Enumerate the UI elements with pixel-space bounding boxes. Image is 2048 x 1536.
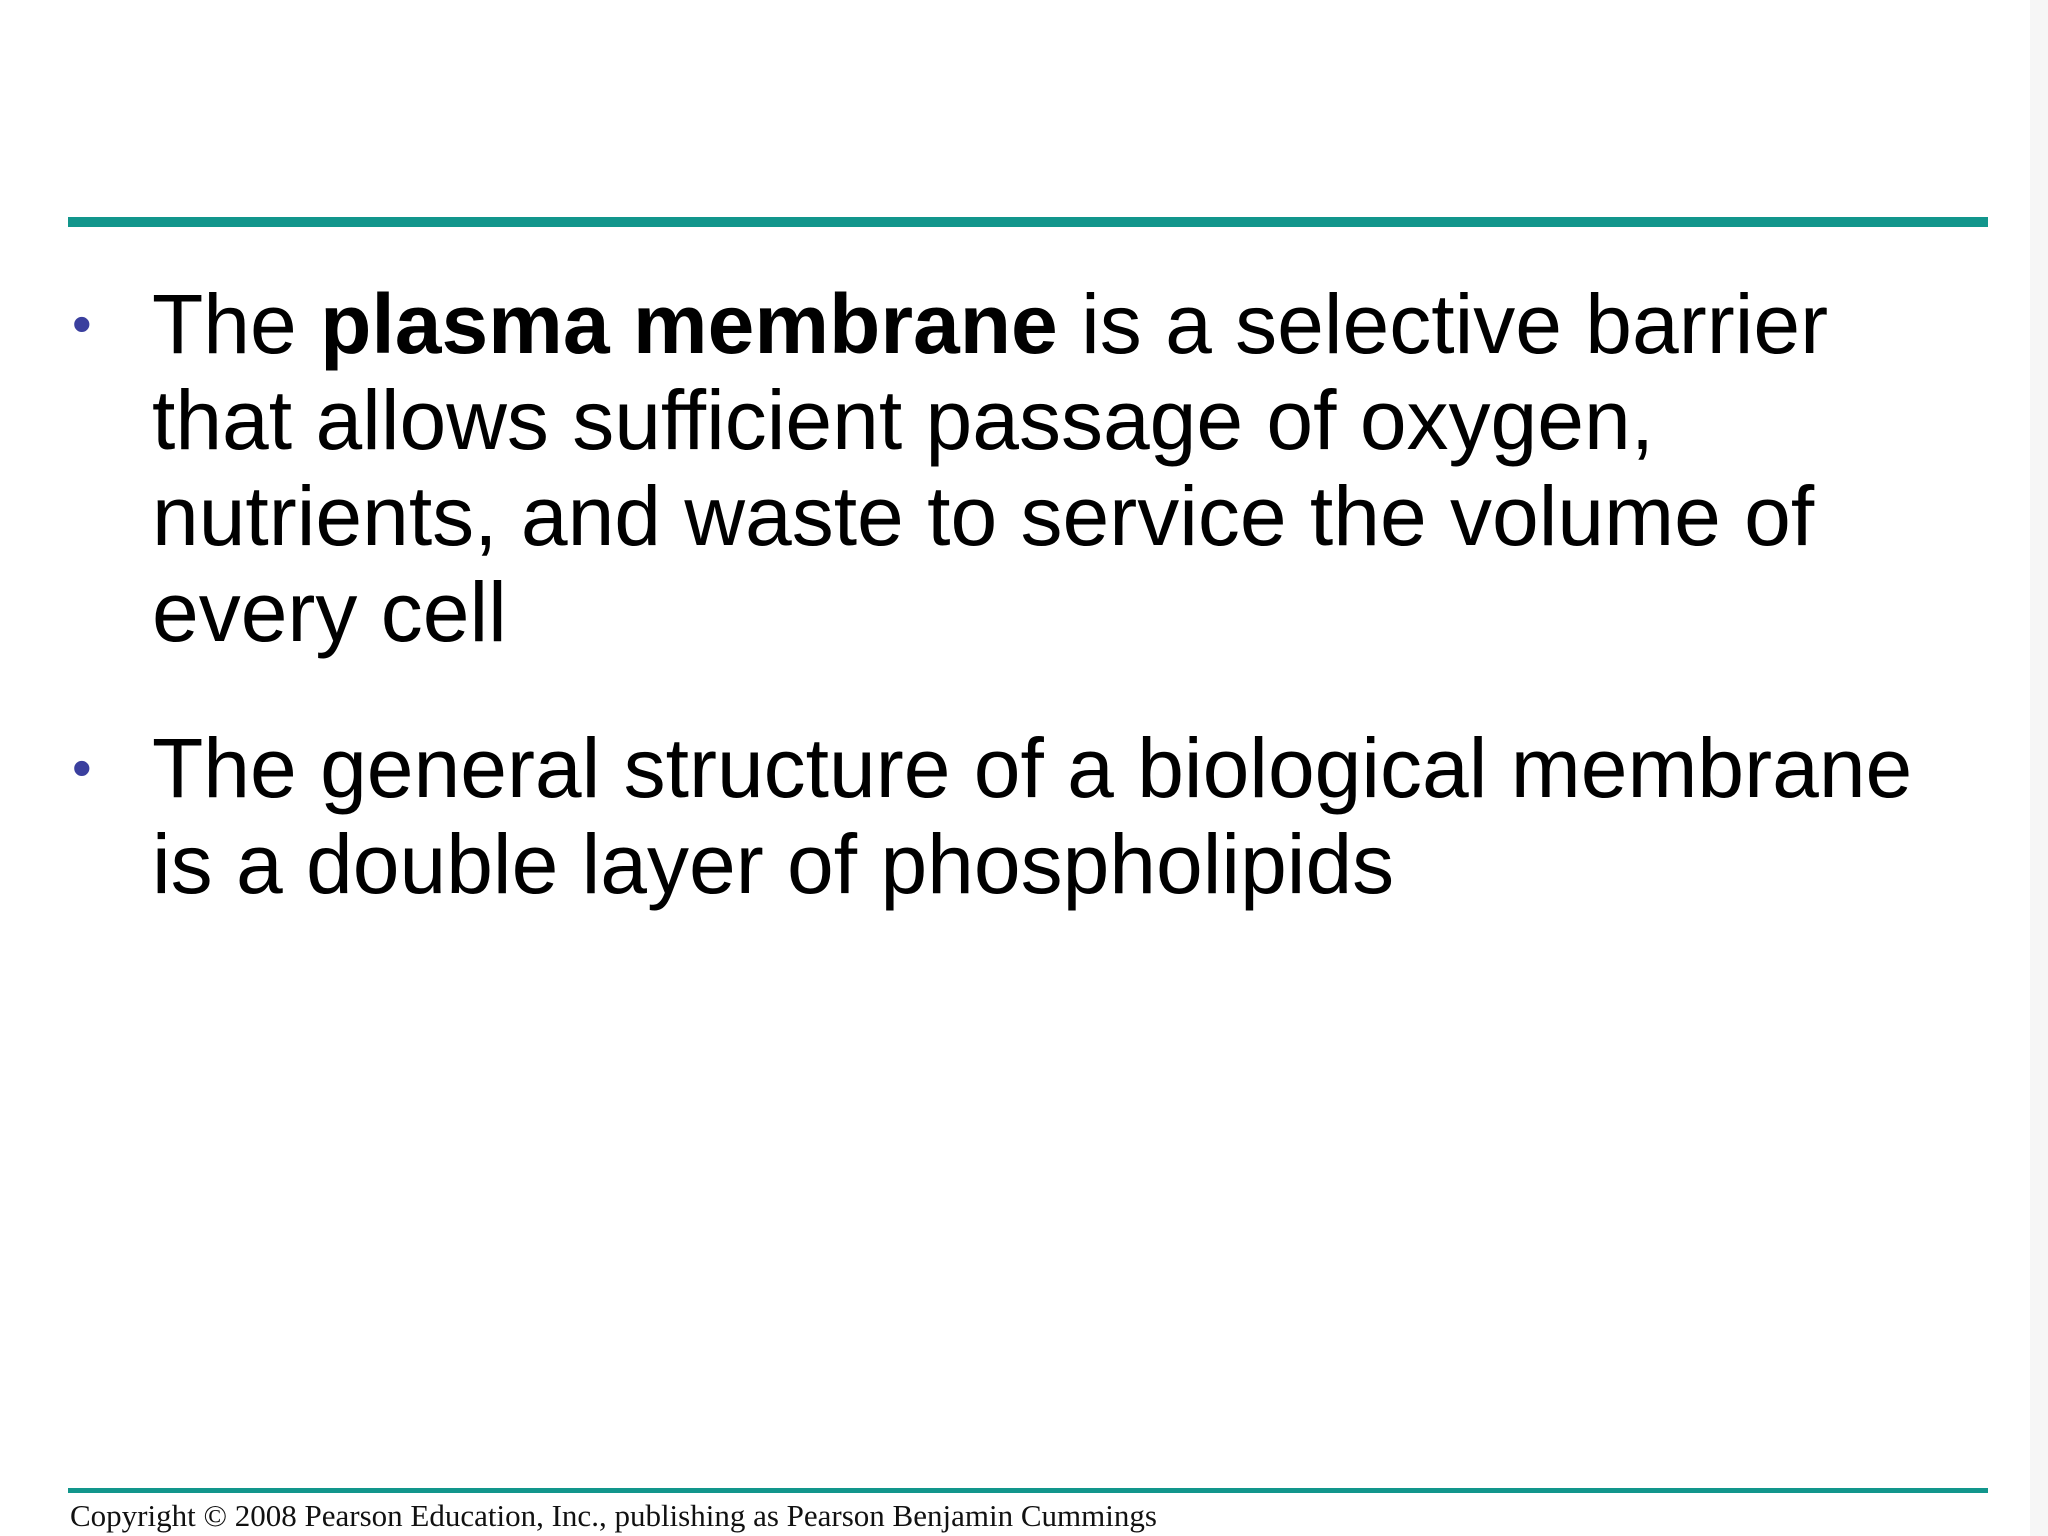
bullet-1-text-end: is a selective barrier that allows sufficient passage of oxygen, nutrients, and waste to service the volume of every cell [152,277,1829,659]
bullet-2-text: The general structure of a biological membrane is a double layer of phospholipids [152,721,1913,911]
bullet-item-1 [68,276,1978,660]
bullet-item-2 [68,720,1978,912]
copyright-notice: Copyright © 2008 Pearson Education, Inc., publishing as Pearson Benjamin Cummings [70,1498,1157,1533]
bullet-1-text-start: The [152,277,321,371]
bottom-divider [68,1488,1988,1493]
slide-right-edge [2030,0,2048,1536]
bullet-icon: • [72,736,92,799]
bullet-icon: • [72,292,92,355]
bullet-1-bold-term: plasma membrane [320,277,1058,371]
bullet-list [68,276,1978,972]
top-divider [68,217,1988,227]
